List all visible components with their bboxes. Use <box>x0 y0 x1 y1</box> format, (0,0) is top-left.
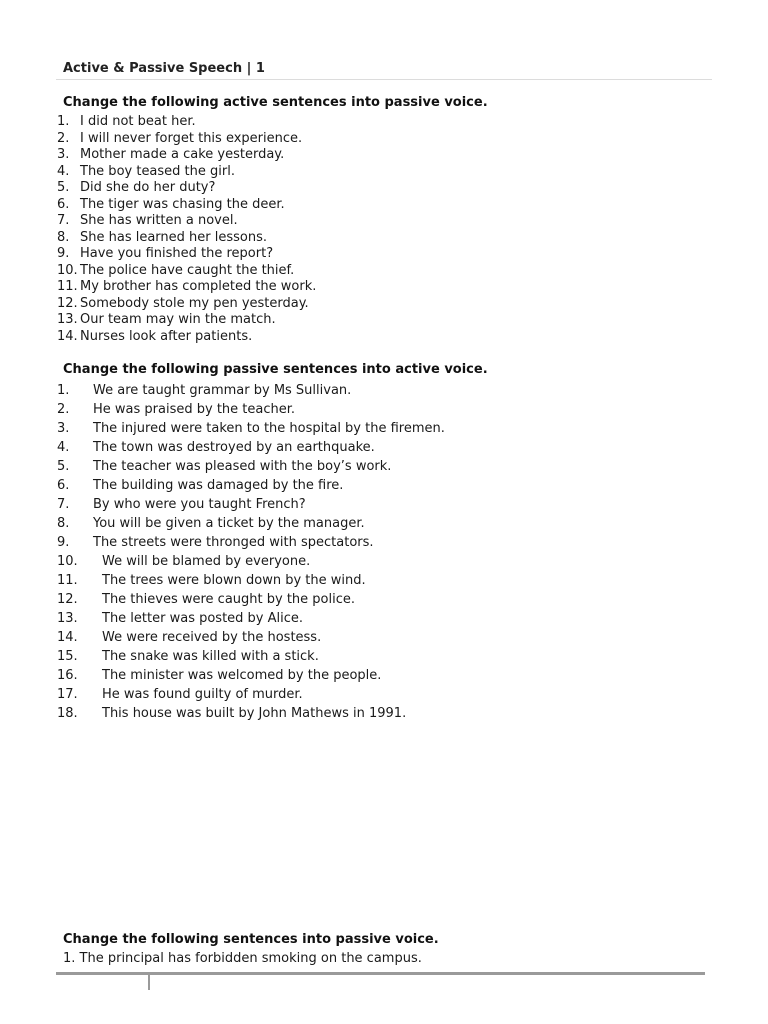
item-text: By who were you taught French? <box>93 497 306 512</box>
item-number: 9. <box>57 535 70 550</box>
list-item <box>57 312 316 329</box>
item-number: 5. <box>57 459 70 474</box>
list-item <box>57 296 316 313</box>
item-text: The teacher was pleased with the boy’s work. <box>93 459 392 474</box>
item-text: Our team may win the match. <box>80 312 276 327</box>
item-number: 7. <box>57 497 70 512</box>
list-item <box>57 279 316 296</box>
list-item <box>57 400 445 419</box>
item-text: This house was built by John Mathews in 1991. <box>102 706 407 721</box>
list-item <box>57 230 316 247</box>
item-text: Mother made a cake yesterday. <box>80 147 285 162</box>
item-number: 10. <box>57 262 78 278</box>
item-number: 7. <box>57 213 70 228</box>
active-to-passive-list <box>57 114 316 345</box>
item-text: The police have caught the thief. <box>80 262 295 278</box>
item-number: 4. <box>57 440 70 455</box>
list-item <box>57 533 445 552</box>
item-number: 13. <box>57 312 78 327</box>
footer-divider <box>56 972 705 975</box>
item-number: 4. <box>57 163 70 179</box>
list-item <box>57 114 316 131</box>
item-text: The trees were blown down by the wind. <box>102 573 366 588</box>
section-2-title: Change the following passive sentences into active voice. <box>63 362 488 377</box>
item-text: We were received by the hostess. <box>102 630 322 645</box>
item-number: 13. <box>57 611 78 626</box>
item-number: 6. <box>57 196 70 212</box>
list-item <box>57 147 316 164</box>
list-item <box>57 419 445 438</box>
item-text: Somebody stole my pen yesterday. <box>80 295 309 311</box>
item-number: 15. <box>57 649 78 664</box>
item-text: She has written a novel. <box>80 213 238 228</box>
item-text: Nurses look after patients. <box>80 328 253 344</box>
item-text: You will be given a ticket by the manager. <box>93 516 365 531</box>
item-number: 1. <box>57 383 70 398</box>
item-number: 9. <box>57 246 70 261</box>
item-number: 11. <box>57 279 78 294</box>
list-item <box>57 590 445 609</box>
item-number: 14. <box>57 328 78 344</box>
list-item <box>57 438 445 457</box>
item-text: The boy teased the girl. <box>80 163 235 179</box>
list-item <box>57 246 316 263</box>
item-number: 18. <box>57 706 78 721</box>
item-text: He was found guilty of murder. <box>102 687 303 702</box>
section-1-title: Change the following active sentences into passive voice. <box>63 95 488 110</box>
item-text: Have you finished the report? <box>80 246 274 261</box>
item-text: The town was destroyed by an earthquake. <box>93 440 375 455</box>
list-item <box>57 131 316 148</box>
list-item <box>57 495 445 514</box>
list-item <box>57 685 445 704</box>
item-text: My brother has completed the work. <box>80 279 317 294</box>
item-text: We will be blamed by everyone. <box>102 554 311 569</box>
item-text: Did she do her duty? <box>80 180 216 195</box>
item-number: 2. <box>57 130 70 146</box>
list-item <box>57 197 316 214</box>
item-number: 6. <box>57 478 70 493</box>
list-item <box>57 213 316 230</box>
item-text: He was praised by the teacher. <box>93 402 296 417</box>
item-text: I did not beat her. <box>80 114 196 129</box>
item-number: 11. <box>57 573 78 588</box>
item-number: 8. <box>57 229 70 245</box>
item-text: She has learned her lessons. <box>80 229 268 245</box>
item-text: The snake was killed with a stick. <box>102 649 319 664</box>
list-item <box>57 514 445 533</box>
item-text: The tiger was chasing the deer. <box>80 196 285 212</box>
list-item <box>57 571 445 590</box>
list-item <box>57 647 445 666</box>
list-item: 1. The principal has forbidden smoking on the campus. <box>63 951 422 966</box>
header-divider <box>56 79 712 80</box>
item-number: 3. <box>57 147 70 162</box>
page-header-title: Active & Passive Speech | 1 <box>63 61 265 76</box>
item-text: The building was damaged by the fire. <box>93 478 344 493</box>
item-number: 2. <box>57 402 70 417</box>
list-item <box>57 666 445 685</box>
list-item <box>57 609 445 628</box>
list-item <box>57 164 316 181</box>
item-number: 1. <box>57 114 70 129</box>
list-item <box>57 263 316 280</box>
item-text: The letter was posted by Alice. <box>102 611 304 626</box>
item-number: 5. <box>57 180 70 195</box>
list-item <box>57 180 316 197</box>
item-text: The injured were taken to the hospital by the firemen. <box>93 421 445 436</box>
list-item <box>57 329 316 346</box>
passive-to-active-list <box>57 381 445 723</box>
item-number: 12. <box>57 295 78 311</box>
item-number: 17. <box>57 687 78 702</box>
item-text: The minister was welcomed by the people. <box>102 668 382 683</box>
item-text: The streets were thronged with spectators. <box>93 535 374 550</box>
footer-tick-mark <box>148 975 150 990</box>
item-number: 8. <box>57 516 70 531</box>
list-item <box>57 552 445 571</box>
list-item <box>57 381 445 400</box>
list-item <box>57 628 445 647</box>
item-number: 16. <box>57 668 78 683</box>
list-item <box>57 704 445 723</box>
item-number: 12. <box>57 592 78 607</box>
item-number: 10. <box>57 554 78 569</box>
item-number: 3. <box>57 421 70 436</box>
list-item <box>57 476 445 495</box>
item-text: I will never forget this experience. <box>80 130 303 146</box>
item-text: We are taught grammar by Ms Sullivan. <box>93 383 352 398</box>
item-text: The thieves were caught by the police. <box>102 592 355 607</box>
item-number: 14. <box>57 630 78 645</box>
list-item <box>57 457 445 476</box>
section-3-title: Change the following sentences into passive voice. <box>63 932 439 947</box>
